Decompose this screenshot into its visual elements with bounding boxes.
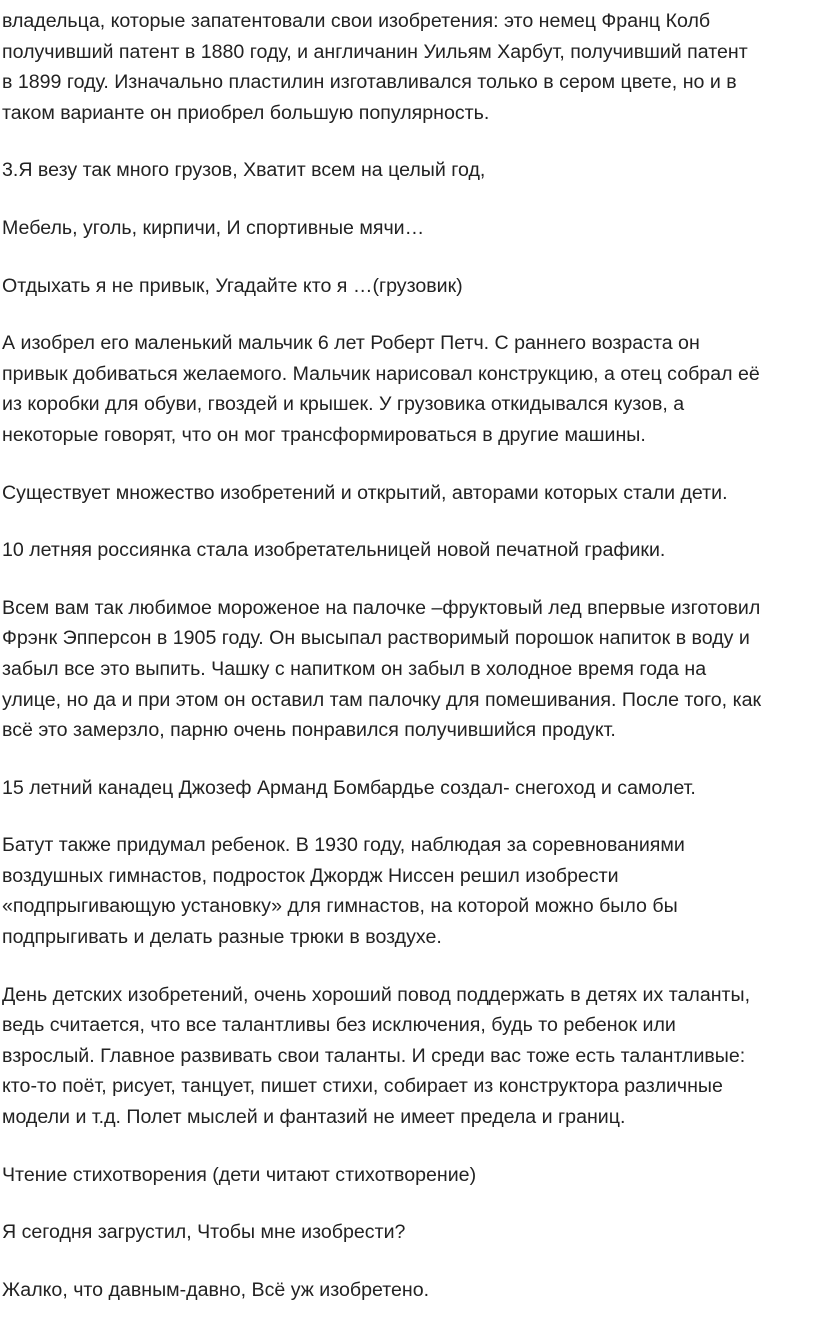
text-line: воздушных гимнастов, подросток Джордж Ниссен решил изобрести — [2, 864, 619, 887]
paragraph — [2, 271, 812, 302]
text-line: некоторые говорят, что он мог трансформироваться в другие машины. — [2, 423, 646, 446]
paragraph — [2, 1275, 812, 1306]
paragraph — [2, 213, 812, 244]
paragraph — [2, 1160, 812, 1191]
text-line: подпрыгивать и делать разные трюки в воздухе. — [2, 926, 442, 949]
paragraph — [2, 830, 812, 952]
text-line: всё это замерзло, парню очень понравился получившийся продукт. — [2, 719, 616, 742]
text-line: 15 летний канадец Джозеф Арманд Бомбардье создал- снегоход и самолет. — [2, 776, 696, 799]
paragraph — [2, 980, 812, 1133]
text-line: Мебель, уголь, кирпичи, И спортивные мячи… — [2, 216, 425, 239]
text-line: из коробки для обуви, гвоздей и крышек. У грузовика откидывался кузов, а — [2, 393, 685, 416]
paragraph — [2, 1217, 812, 1248]
text-line: Отдыхать я не привык, Угадайте кто я …(грузовик) — [2, 274, 463, 297]
text-line: Батут также придумал ребенок. В 1930 году, наблюдая за соревнованиями — [2, 834, 685, 857]
paragraph — [2, 593, 812, 746]
text-line: забыл все это выпить. Чашку с напитком он забыл в холодное время года на — [2, 657, 707, 680]
text-line: День детских изобретений, очень хороший повод поддержать в детях их таланты, — [2, 983, 751, 1006]
paragraph — [2, 155, 812, 186]
text-line: кто-то поёт, рисует, танцует, пишет стихи, собирает из конструктора различные — [2, 1075, 723, 1098]
text-line: 10 летняя россиянка стала изобретательницей новой печатной графики. — [2, 539, 666, 562]
text-line: получивший патент в 1880 году, и англичанин Уильям Харбут, получивший патент — [2, 40, 748, 63]
text-line: владельца, которые запатентовали свои изобретения: это немец Франц Колб — [2, 10, 711, 32]
text-line: улице, но да и при этом он оставил там палочку для помешивания. После того, как — [2, 688, 762, 711]
text-line: 3.Я везу так много грузов, Хватит всем на целый год, — [2, 159, 486, 182]
text-line: ведь считается, что все талантливы без исключения, будь то ребенок или — [2, 1014, 676, 1037]
paragraph — [2, 328, 812, 450]
text-line: Всем вам так любимое мороженое на палочке –фруктовый лед впервые изготовил — [2, 596, 761, 619]
paragraph — [2, 6, 812, 128]
paragraph — [2, 478, 812, 509]
text-line: Фрэнк Эпперсон в 1905 году. Он высыпал растворимый порошок напиток в воду и — [2, 627, 750, 650]
text-line: в 1899 году. Изначально пластилин изготавливался только в сером цвете, но и в — [2, 71, 737, 94]
text-line: привык добиваться желаемого. Мальчик нарисовал конструкцию, а отец собрал её — [2, 362, 760, 385]
text-line: модели и т.д. Полет мыслей и фантазий не имеет предела и границ. — [2, 1106, 626, 1129]
text-line: Чтение стихотворения (дети читают стихотворение) — [2, 1163, 477, 1186]
text-line: таком варианте он приобрел большую популярность. — [2, 101, 490, 124]
text-line: взрослый. Главное развивать свои таланты. И среди вас тоже есть талантливые: — [2, 1044, 746, 1067]
paragraph — [2, 773, 812, 804]
text-line: Существует множество изобретений и открытий, авторами которых стали дети. — [2, 481, 728, 504]
text-line: «подпрыгивающую установку» для гимнастов, на которой можно было бы — [2, 895, 678, 918]
text-line: Я сегодня загрустил, Чтобы мне изобрести? — [2, 1221, 406, 1244]
text-line: Жалко, что давным-давно, Всё уж изобретено. — [2, 1278, 430, 1301]
paragraph — [2, 535, 812, 566]
text-line: А изобрел его маленький мальчик 6 лет Роберт Петч. С раннего возраста он — [2, 332, 700, 355]
